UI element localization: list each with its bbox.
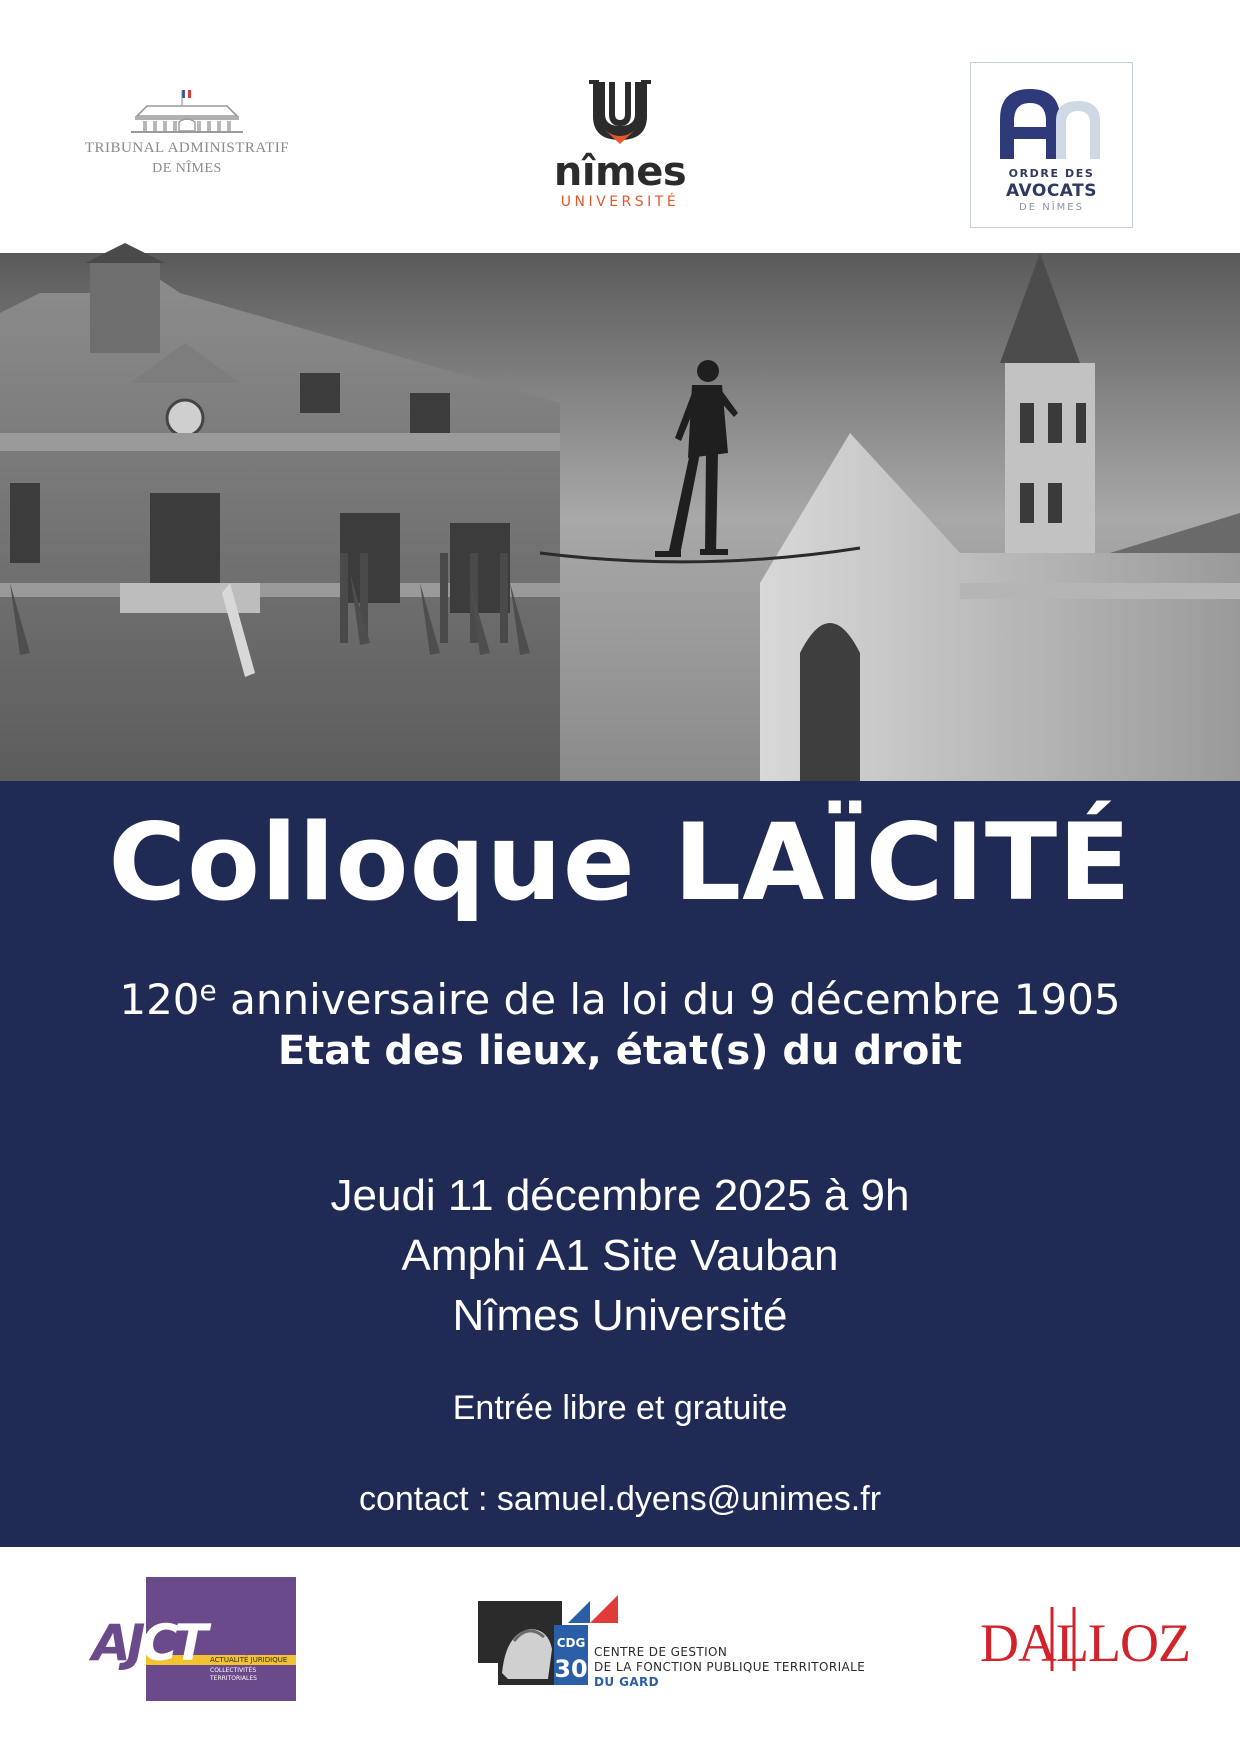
ajct-ct: CT (141, 1614, 205, 1672)
tribunal-name-line1: TRIBUNAL ADMINISTRATIF (84, 140, 290, 156)
subtitle-ordinal-suffix: e (199, 974, 217, 1007)
tightrope-walker-between-buildings-image (0, 253, 1240, 781)
nimes-universite-logo (520, 80, 720, 230)
ajct-logo (92, 1577, 296, 1701)
event-theme: Etat des lieux, état(s) du droit (277, 1028, 963, 1074)
avocats-line2: AVOCATS (1006, 181, 1097, 201)
ajct-aj: AJ (92, 1614, 142, 1672)
cdg-line1: CENTRE DE GESTION (594, 1645, 728, 1659)
ordre-des-avocats-logo (970, 62, 1133, 228)
subtitle-rest: anniversaire de la loi du 9 décembre 1905 (216, 975, 1121, 1024)
event-date: Jeudi 11 décembre 2025 à 9h (330, 1171, 910, 1220)
avocats-line1: ORDRE DES (1008, 167, 1095, 180)
courthouse-icon (117, 86, 257, 134)
universite-wordmark: UNIVERSITÉ (560, 194, 680, 210)
event-venue: Amphi A1 Site Vauban (401, 1231, 839, 1280)
ajct-tagline2: COLLECTIVITÉS TERRITORIALES (210, 1667, 257, 1682)
avocats-line3: DE NÎMES (1019, 202, 1084, 213)
nimes-wordmark: nîmes (553, 149, 687, 195)
nimes-u-emblem-icon (589, 80, 651, 146)
event-title: Colloque LAÏCITÉ (108, 801, 1132, 924)
cdg30-logo (478, 1593, 878, 1693)
ajct-wordmark (92, 1614, 205, 1672)
cdg30-text (594, 1645, 865, 1690)
event-subtitle (0, 967, 1240, 1024)
entry-info: Entrée libre et gratuite (452, 1389, 788, 1427)
cdg-badge-text2: 30 (554, 1655, 588, 1683)
cdg-line3: DU GARD (594, 1675, 660, 1689)
tribunal-name-line2: DE NÎMES (152, 161, 222, 176)
event-info-panel (0, 781, 1240, 1547)
dalloz-logo (978, 1599, 1190, 1679)
avocats-an-monogram-icon (990, 81, 1114, 161)
dalloz-wordmark-image (978, 1599, 1190, 1679)
event-institution: Nîmes Université (452, 1291, 788, 1340)
cdg-line2: DE LA FONCTION PUBLIQUE TERRITORIALE (594, 1660, 866, 1674)
event-details (0, 1166, 1240, 1346)
subtitle-number: 120 (119, 975, 200, 1024)
partner-logos-bottom (0, 1547, 1240, 1754)
contact-email[interactable]: contact : samuel.dyens@unimes.fr (358, 1480, 882, 1518)
ajct-tagline1: ACTUALITÉ JURIDIQUE (210, 1656, 288, 1664)
tribunal-administratif-logo (72, 86, 302, 216)
hero-photo (0, 253, 1240, 781)
partner-logos-top (0, 0, 1240, 253)
cdg-badge-text1: CDG (556, 1636, 586, 1650)
dalloz-text: DALLOZ (980, 1613, 1190, 1673)
